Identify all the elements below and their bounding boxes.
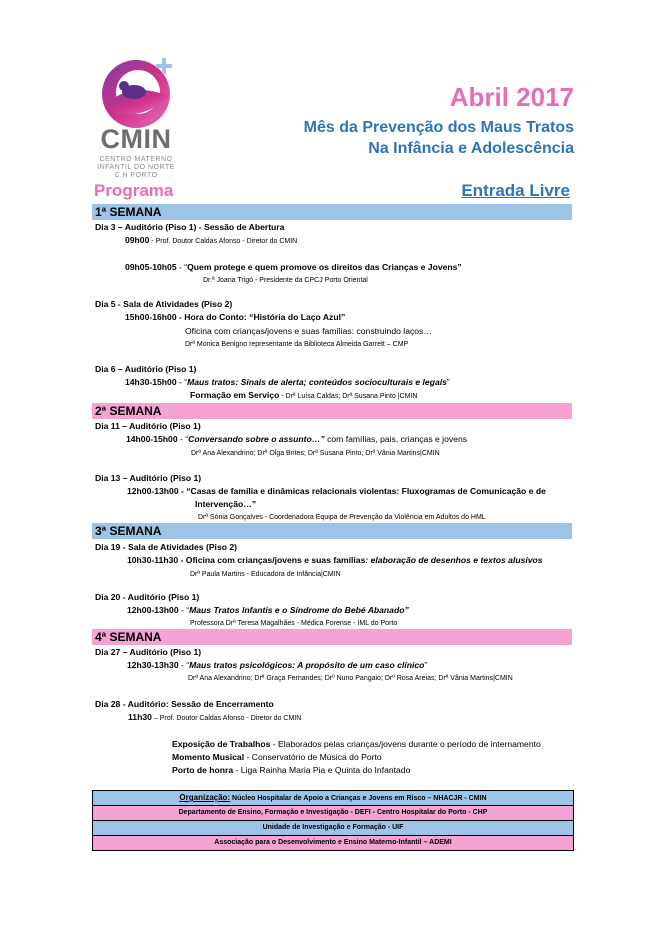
organizer-text: Núcleo Hospitalar de Apoio a Crianças e Jovens em Risco – NHACJR - CMIN — [230, 795, 487, 802]
week-4-bar: 4ª SEMANA — [92, 629, 572, 645]
day-6-heading: Dia 6 – Auditório (Piso 1) — [95, 364, 197, 374]
day-11-item-talk — [126, 434, 467, 445]
item-title: Momento Musical — [172, 752, 245, 762]
logo-subtitle-line: CENTRO MATERNO — [99, 156, 173, 163]
item-time: 09h00 — [125, 235, 150, 245]
entrada-livre-link[interactable]: Entrada Livre — [461, 181, 570, 200]
item-text: ” — [446, 377, 450, 387]
item-text: com famílias, pais, crianças e jovens — [324, 434, 468, 444]
logo-text: CMIN — [100, 124, 172, 154]
organizer-defi: Departamento de Ensino, Formação e Investigação - DEFI - Centro Hospitalar do Porto - CHP — [92, 805, 574, 821]
item-time: 14h30-15h00 — [125, 377, 177, 387]
day-5-item-story: 15h00-16h00 - Hora do Conto: “História do Laço Azul” — [125, 312, 346, 322]
week-3-bar: 3ª SEMANA — [92, 523, 572, 539]
day-27-heading: Dia 27 – Auditório (Piso 1) — [95, 647, 202, 657]
item-title: Formação em Serviço — [190, 390, 280, 400]
day-5-speaker: Drª Monica Benigno representante da Biblioteca Almeida Garrett – CMP — [185, 341, 409, 348]
organizer-uif: Unidade de Investigação e Formação - UIF — [92, 820, 574, 836]
day-11-heading: Dia 11 – Auditório (Piso 1) — [95, 421, 201, 431]
logo-subtitle-line: INFANTIL DO NORTE — [97, 164, 175, 171]
item-time: 09h05-10h05 — [125, 262, 177, 272]
item-title: 10h30-11h30 - Oficina com crianças/jovens e suas famílias — [127, 555, 366, 565]
organizer-ademi: Associação para o Desenvolvimento e Ensino Materno-Infantil – ADEMI — [92, 835, 574, 851]
event-subtitle: Na Infância e Adolescência — [368, 140, 574, 157]
day-28-item-closing — [128, 712, 301, 724]
day-20-speaker: Professora Drª Teresa Magalhães - Médica Forense - IML do Porto — [190, 620, 398, 627]
programa-heading: Programa — [94, 181, 174, 200]
day-11-speakers: Drª Ana Alexandrino; Drª Olga Brites; Drª Susana Pinto; Drª Vânia Martins|CMIN — [191, 450, 440, 457]
closing-exhibition — [172, 739, 541, 750]
week-2-bar: 2ª SEMANA — [92, 403, 572, 419]
logo-subtitle-line: C H PORTO — [114, 172, 158, 179]
item-title: Quem protege e quem promove os direitos das Crianças e Jovens” — [187, 262, 462, 272]
item-text: - Prof. Doutor Caldas Afonso - Diretor do CMIN — [149, 238, 298, 245]
logo-subtitle — [90, 156, 182, 180]
event-date: Abril 2017 — [449, 82, 574, 112]
day-3-speaker: Dr.ª Joana Trigó - Presidente da CPCJ Porto Oriental — [203, 277, 368, 284]
day-19-item-workshop — [127, 555, 543, 566]
item-text: - “ — [177, 434, 189, 444]
week-1-bar: 1ª SEMANA — [92, 204, 572, 220]
day-19-heading: Dia 19 - Sala de Atividades (Piso 2) — [95, 542, 238, 552]
item-time: 12h00-13h00 — [127, 605, 179, 615]
item-title: Exposição de Trabalhos — [172, 739, 271, 749]
day-6-item-talk — [125, 377, 450, 388]
day-28-heading: Dia 28 - Auditório: Sessão de Encerramento — [95, 699, 274, 709]
item-title: Maus Tratos Infantis e o Síndrome do Bebé Abanado” — [189, 605, 409, 615]
item-time: 11h30 — [128, 712, 152, 722]
item-text: - Liga Rainha Maria Pia e Quinta do Infantado — [233, 765, 411, 775]
item-title-italic: : elaboração de desenhos e textos alusivos — [365, 555, 543, 565]
day-20-item-talk — [127, 605, 409, 616]
item-title: Maus tratos: Sinais de alerta; conteúdos socioculturais e legais — [187, 377, 447, 387]
closing-reception — [172, 765, 410, 776]
item-title: Conversando sobre o assunto…” — [188, 434, 325, 444]
day-27-item-talk — [127, 660, 427, 671]
event-title: Mês da Prevenção dos Maus Tratos — [303, 119, 574, 136]
day-20-heading: Dia 20 - Auditório (Piso 1) — [95, 592, 200, 602]
day-6-training — [190, 390, 417, 402]
item-title: Maus tratos psicológicos: A propósito de um caso clínico — [189, 660, 425, 670]
day-3-item-talk — [125, 262, 462, 273]
item-text: - “ — [176, 377, 188, 387]
closing-music — [172, 752, 382, 763]
item-text: - “ — [178, 605, 190, 615]
item-text: - Conservatório de Música do Porto — [244, 752, 382, 762]
organizer-label: Organização: — [179, 793, 231, 802]
item-time: 12h30-13h30 — [127, 660, 179, 670]
day-5-heading: Dia 5 - Sala de Atividades (Piso 2) — [95, 299, 233, 309]
day-3-heading: Dia 3 – Auditório (Piso 1) - Sessão de Abertura — [95, 222, 285, 232]
item-title: Porto de honra — [172, 765, 234, 775]
day-5-workshop: Oficina com crianças/jovens e suas famílias: construindo laços… — [185, 326, 432, 336]
item-text: - “ — [178, 660, 190, 670]
day-13-heading: Dia 13 – Auditório (Piso 1) — [95, 473, 202, 483]
item-text: ” — [424, 660, 428, 670]
item-text: - Drª Luísa Caldas; Drª Susana Pinto |CMIN — [279, 393, 418, 400]
day-3-item-opening — [125, 235, 297, 247]
item-text: - Elaborados pelas crianças/jovens durante o período de internamento — [270, 739, 541, 749]
day-13-speaker: Drª Sónia Gonçalves - Coordenadora Equipa de Prevenção da Violência em Adultos do HML — [198, 514, 486, 521]
item-time: 14h00-15h00 — [126, 434, 178, 444]
organizer-nhacjr — [92, 790, 574, 806]
item-text: - “ — [176, 262, 188, 272]
item-text: – Prof. Doutor Caldas Afonso - Diretor do CMIN — [151, 715, 302, 722]
day-13-item-talk: 12h00-13h00 - “Casas de família e dinâmicas relacionais violentas: Fluxogramas de Comunicação e de — [127, 486, 546, 496]
day-19-speaker: Drª Paula Martins - Educadora de Infância|CMIN — [190, 571, 341, 578]
day-27-speakers: Drª Ana Alexandrino; Drª Graça Fernandes; Drº Nuno Pangaio; Drº Rosa Areias; Drª Vânia Martins|CMIN — [188, 675, 513, 682]
day-13-item-talk-cont: Intervenção…” — [195, 499, 257, 509]
